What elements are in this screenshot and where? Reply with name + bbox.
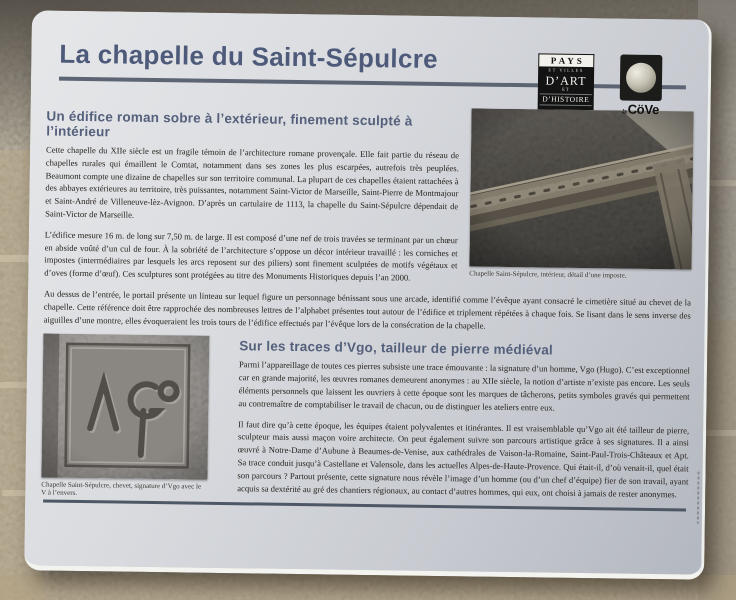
cove-logo-label: laCöVe xyxy=(622,101,660,118)
section2-paragraph-1: Parmi l’appareillage de toutes ces pierres subsiste une trace émouvante : la signature d’un homme, Vgo (Hugo). C’est exceptionnel car en grande majorité, les œuvres romanes demeurent anonymes : au XIIe siècle, la notion d’artiste n’existe pas encore. Les seuls éléments personnels que laissent les ouvriers à cette époque sont les marques de tâcherons, petits symboles gravés qui permettent au contremaître de comptabiliser le travail de chacun, ou de distinguer les ateliers entre eux. xyxy=(238,359,691,413)
photo-imposte xyxy=(469,108,693,269)
bottom-rule xyxy=(43,500,686,512)
pays-dart-et-dhistoire-logo xyxy=(538,53,595,110)
photo-signature-vgo-figure xyxy=(41,334,209,499)
plaque-header xyxy=(59,38,687,118)
photo-credit-vertical-mark xyxy=(697,472,700,524)
logo-group xyxy=(538,53,665,117)
section1-paragraph-2: L’édifice mesure 16 m. de long sur 7,50 m. de large. Il est composé d’une nef de trois travées se terminant par un chœur en abside voûté d’un cul de four. À la sobriété de l’architecture s’oppose un décor intérieur travaillé : les corniches et impostes (intermédiaires par lesquels les arcs reposent sur des piliers) sont finement sculptées de motifs végétaux et d’oves (forme d’œuf). Ces sculptures sont protégées au titre des Monuments Historiques depuis l’an 2000. xyxy=(44,229,458,283)
section2-paragraph-2: Il faut dire qu’à cette époque, les équipes étaient polyvalentes et itinérantes. Il est vraisemblable qu’Vgo ait été tailleur de pierre, sculpteur mais aussi maçon voire architecte. On peut également suivre son parcours artistique grâce à ses signatures. Il a ainsi œuvré à Notre-Dame d’Aubune à Beaumes-de-Venise, aux cathédrales de Vaison-la-Romaine, Saint-Paul-Trois-Châteaux et Apt. Sa trace conduit jusqu’à Castellane et Valensole, dans les actuelles Alpes-de-Haute-Provence. Qui était-il, d’où venait-il, quel était son parcours ? Partout présente, cette signature nous révèle l’image d’un homme (ou d’un chef d’équipe) fier de son travail, ayant acquis sa dextérité au gré des chantiers régionaux, au contact d’autres hommes, qui eux, ont choisi à jamais de rester anonymes. xyxy=(237,418,690,499)
section-edifice-roman xyxy=(44,108,694,334)
photo-imposte-figure xyxy=(469,108,693,280)
information-plaque xyxy=(24,10,712,579)
section1-heading: Un édifice roman sobre à l’extérieur, finement sculpté à l’intérieur xyxy=(46,108,413,140)
section1-paragraph-3: Au dessus de l’entrée, le portail présente un linteau sur lequel figure un personnage bénissant sous une arcade, identifié comme l’évêque ayant consacré le cimetière situé au chevet de la chapelle. Cette référence doit être rapprochée des nombreuses lettres de l’alphabet présentes tout autour de l’édifice et triplement répétées à chaque fois. Se lisant dans le sens inverse des aiguilles d’une montre, elles évoqueraient les trois tours de l’édifice effectués par l’évêque lors de la consécration de la chapelle. xyxy=(43,288,691,331)
section1-paragraph-1: Cette chapelle du XIIe siècle est un fragile témoin de l’architecture romane provençale. Elle fait partie du réseau de chapelles rurales qui émaillent le Comtat, notamment dans ses zones les plus escarpées, autrefois très peuplées. Beaumont compte une dizaine de chapelles sur son territoire communal. La plupart de ces chapelles étaient rattachées à des abbayes extérieures au territoire, très puissantes, notamment Saint-Victor de Marseille, Saint-Pierre de Montmajour et Saint-André de Villeneuve-lèz-Avignon. D’après un cartulaire de 1113, la chapelle du Saint-Sépulcre dépendait de Saint-Victor de Marseille. xyxy=(45,144,460,220)
plaque-title: La chapelle du Saint-Sépulcre xyxy=(59,38,439,74)
cove-logo xyxy=(618,54,665,117)
photo-signature-vgo xyxy=(41,334,209,480)
section-traces-vgo xyxy=(41,336,690,501)
photo-imposte-caption: Chapelle Saint-Sépulcre, intérieur, détail d’une imposte. xyxy=(469,269,627,280)
section2-heading: Sur les traces d’Vgo, tailleur de pierre médiéval xyxy=(239,338,554,358)
photo-signature-caption: Chapelle Saint-Sépulcre, chevet, signature d’Vgo avec le V à l’envers. xyxy=(41,480,202,498)
pays-logo-band: PAYS xyxy=(538,53,594,67)
cove-sponge-icon xyxy=(626,63,656,93)
cove-logo-square xyxy=(620,55,663,102)
pays-logo-box: ET VILLES D’ART ET D’HISTOIRE xyxy=(538,66,595,110)
